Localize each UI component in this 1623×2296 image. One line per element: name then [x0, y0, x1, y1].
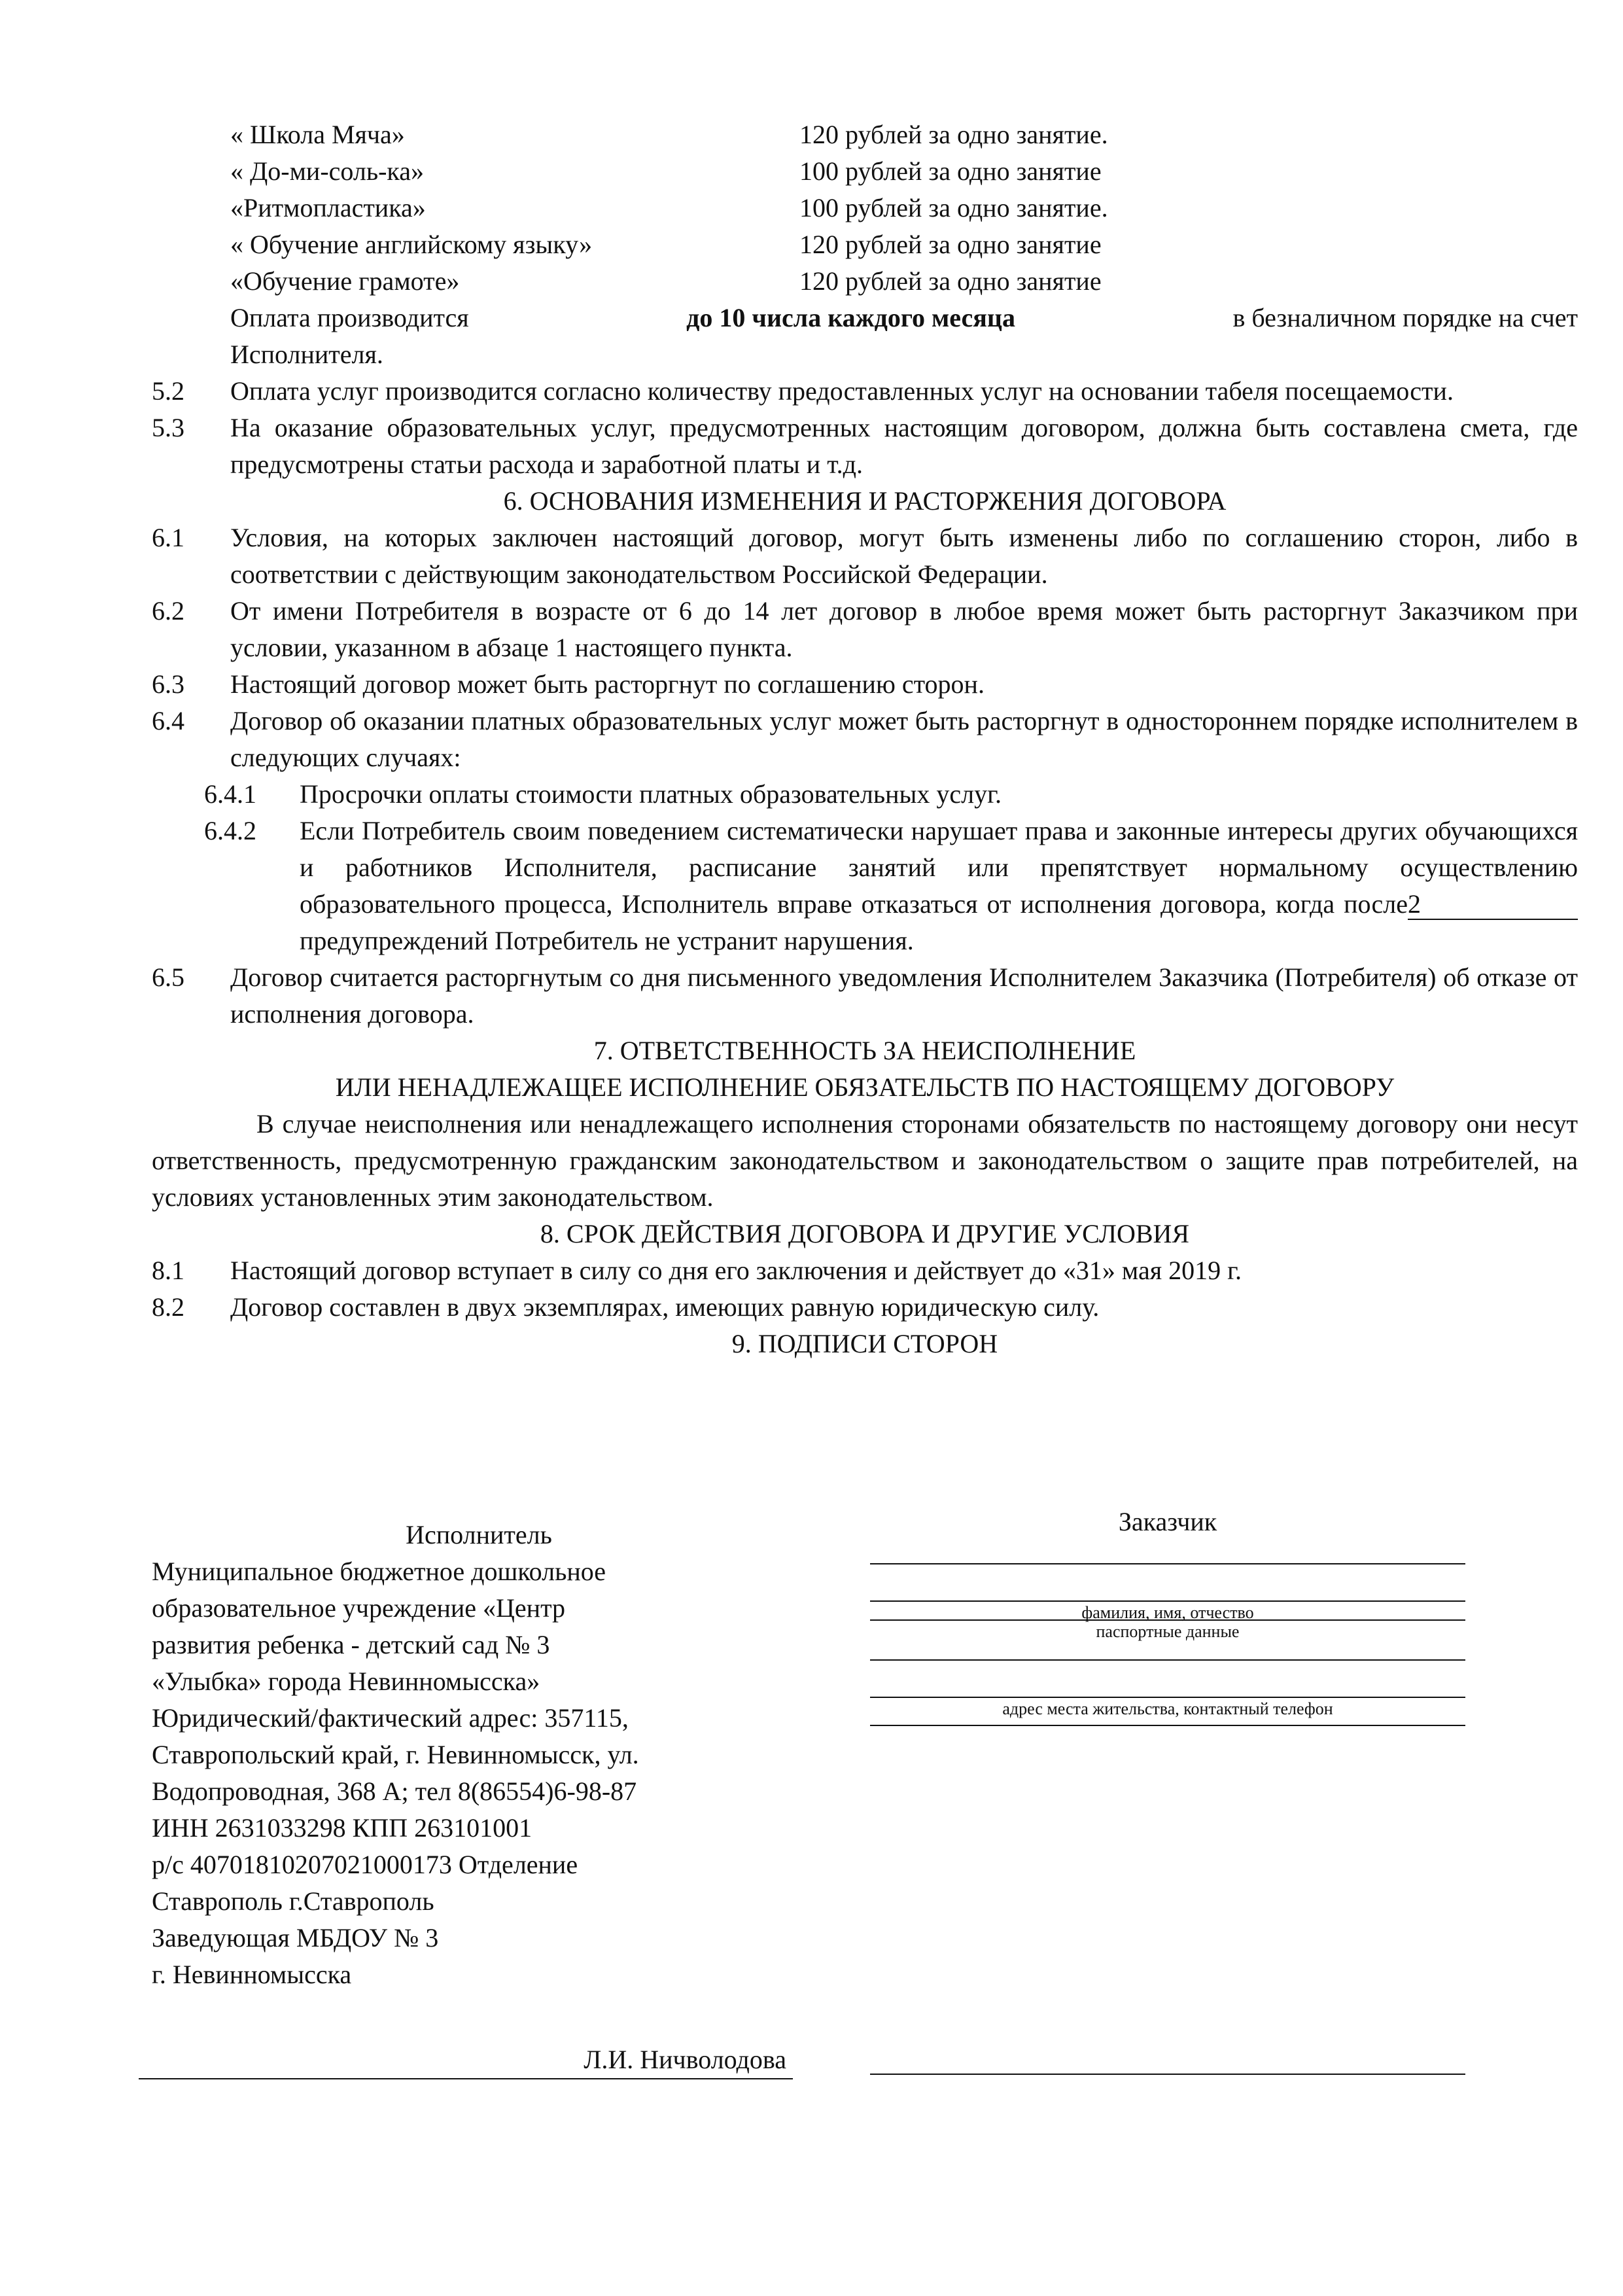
clause-text-b: предупреждений Потребитель не устранит нарушения.	[300, 926, 914, 955]
service-name: « Обучение английскому языку»	[230, 230, 593, 259]
caption-passport: паспортные данные	[1096, 1622, 1240, 1641]
clause-6-4-2	[152, 813, 1578, 959]
customer-line	[870, 1724, 1465, 1726]
price-row	[230, 153, 1342, 190]
clause-number: 5.3	[152, 413, 184, 442]
price-row	[230, 190, 1342, 226]
customer-line	[870, 1600, 1465, 1602]
executor-line: Муниципальное бюджетное дошкольное	[152, 1557, 606, 1586]
price-row	[230, 263, 1342, 300]
executor-signer: Л.И. Ничволодова	[584, 2045, 786, 2074]
clause-number: 6.3	[152, 669, 184, 699]
section-7-heading-line1: 7. ОТВЕТСТВЕННОСТЬ ЗА НЕИСПОЛНЕНИЕ	[593, 1036, 1136, 1065]
price-row	[230, 116, 1342, 153]
section-6-heading: 6. ОСНОВАНИЯ ИЗМЕНЕНИЯ И РАСТОРЖЕНИЯ ДОГОВОРА	[503, 486, 1227, 516]
executor-title: Исполнитель	[406, 1520, 552, 1549]
executor-block	[152, 1517, 806, 1993]
service-name: «Обучение грамоте»	[230, 266, 460, 296]
price-list	[230, 116, 1342, 300]
clause-number: 8.1	[152, 1256, 184, 1285]
clause-text: Просрочки оплаты стоимости платных образовательных услуг.	[300, 779, 1002, 809]
executor-line: Водопроводная, 368 А; тел 8(86554)6-98-87	[152, 1776, 637, 1806]
clause-6-5	[152, 959, 1578, 1033]
service-price: 120 рублей за одно занятие	[799, 266, 1102, 296]
clause-6-2	[152, 593, 1578, 666]
customer-title: Заказчик	[1118, 1507, 1217, 1536]
clause-6-4	[152, 703, 1578, 776]
executor-line: образовательное учреждение «Центр	[152, 1593, 566, 1623]
clause-text: Договор составлен в двух экземплярах, имеющих равную юридическую силу.	[230, 1292, 1100, 1322]
payment-deadline: до 10 числа каждого месяца	[686, 303, 1015, 332]
customer-line	[870, 1563, 1465, 1564]
customer-line	[870, 1696, 1465, 1698]
clause-number: 6.2	[152, 596, 184, 626]
clause-5-2	[152, 373, 1578, 410]
executor-line: Ставрополь г.Ставрополь	[152, 1886, 434, 1916]
service-price: 120 рублей за одно занятие.	[799, 120, 1108, 149]
service-name: «Ритмопластика»	[230, 193, 426, 222]
service-price: 100 рублей за одно занятие.	[799, 193, 1108, 222]
customer-signature-line	[870, 2073, 1465, 2075]
executor-line: Ставропольский край, г. Невинномысск, ул.	[152, 1740, 639, 1769]
executor-line: р/с 40701810207021000173 Отделение	[152, 1850, 578, 1879]
section-8-heading: 8. СРОК ДЕЙСТВИЯ ДОГОВОРА И ДРУГИЕ УСЛОВИЯ	[540, 1219, 1190, 1248]
clause-number: 6.4.2	[204, 816, 256, 845]
executor-line: развития ребенка - детский сад № 3	[152, 1630, 550, 1659]
clause-8-2	[152, 1289, 1578, 1326]
clause-6-3	[152, 666, 1578, 703]
clause-text	[300, 813, 1578, 959]
section-7-paragraph: В случае неисполнения или ненадлежащего исполнения сторонами обязательств по настоящему договору они несут ответственность, предусмотренную гражданским законодательством и законодательством о защите прав потребителей, на условиях установленных этим законодательством.	[152, 1109, 1578, 1212]
clause-number: 6.1	[152, 523, 184, 552]
clause-text: На оказание образовательных услуг, предусмотренных настоящим договором, должна быть составлена смета, где предусмотрены статьи расхода и заработной платы и т.д.	[230, 413, 1578, 479]
clause-number: 6.4	[152, 706, 184, 735]
clause-text: Условия, на которых заключен настоящий договор, могут быть изменены либо по соглашению сторон, либо в соответствии с действующим законодательством Российской Федерации.	[230, 523, 1578, 589]
clause-number: 5.2	[152, 376, 184, 406]
caption-address: адрес места жительства, контактный телефон	[1002, 1699, 1333, 1718]
section-9-heading: 9. ПОДПИСИ СТОРОН	[731, 1329, 998, 1358]
payment-text-c: в безналичном порядке на счет	[1232, 303, 1578, 332]
payment-terms	[152, 300, 1578, 373]
clause-number: 8.2	[152, 1292, 184, 1322]
clause-text: Договор об оказании платных образовательных услуг может быть расторгнут в одностороннем порядке исполнителем в следующих случаях:	[230, 706, 1578, 772]
warnings-count-field: 2	[1408, 890, 1578, 920]
clause-text: Настоящий договор может быть расторгнут по соглашению сторон.	[230, 669, 985, 699]
clause-number: 6.5	[152, 963, 184, 992]
service-price: 120 рублей за одно занятие	[799, 230, 1102, 259]
clause-6-1	[152, 520, 1578, 593]
price-row	[230, 226, 1342, 263]
service-name: « До-ми-соль-ка»	[230, 156, 424, 186]
executor-line: г. Невинномысска	[152, 1960, 352, 1989]
clause-6-4-1	[152, 776, 1578, 813]
executor-line: ИНН 2631033298 КПП 263101001	[152, 1813, 532, 1843]
clause-text: От имени Потребителя в возрасте от 6 до 14 лет договор в любое время может быть расторгнут Заказчиком при условии, указанном в абзаце 1 настоящего пункта.	[230, 596, 1578, 662]
clause-5-3	[152, 410, 1578, 483]
service-name: « Школа Мяча»	[230, 120, 405, 149]
contract-body	[152, 300, 1578, 1362]
payment-text-d: Исполнителя.	[230, 340, 383, 369]
clause-text: Настоящий договор вступает в силу со дня его заключения и действует до «31» мая 2019 г.	[230, 1256, 1242, 1285]
caption-fio: фамилия, имя, отчество	[1081, 1603, 1254, 1622]
clause-number: 6.4.1	[204, 779, 256, 809]
clause-8-1	[152, 1252, 1578, 1289]
customer-line	[870, 1659, 1465, 1661]
clause-text-a: Если Потребитель своим поведением систематически нарушает права и законные интересы других обучающихся и работников Исполнителя, расписание занятий или препятствует нормальному осуществлению образовательного процесса, Исполнитель вправе отказаться от исполнения договора, когда после	[300, 816, 1578, 919]
executor-line: Юридический/фактический адрес: 357115,	[152, 1703, 629, 1733]
clause-text: Договор считается расторгнутым со дня письменного уведомления Исполнителем Заказчика (Потребителя) об отказе от исполнения договора.	[230, 963, 1578, 1029]
executor-line: «Улыбка» города Невинномысска»	[152, 1667, 540, 1696]
clause-text: Оплата услуг производится согласно количеству предоставленных услуг на основании табеля посещаемости.	[230, 376, 1454, 406]
executor-signature-line	[139, 2041, 793, 2079]
executor-line: Заведующая МБДОУ № 3	[152, 1923, 439, 1952]
payment-text-a: Оплата производится	[230, 303, 469, 332]
service-price: 100 рублей за одно занятие	[799, 156, 1102, 186]
customer-block	[870, 1504, 1465, 1726]
section-7-heading-line2: ИЛИ НЕНАДЛЕЖАЩЕЕ ИСПОЛНЕНИЕ ОБЯЗАТЕЛЬСТВ ПО НАСТОЯЩЕМУ ДОГОВОРУ	[335, 1072, 1395, 1102]
